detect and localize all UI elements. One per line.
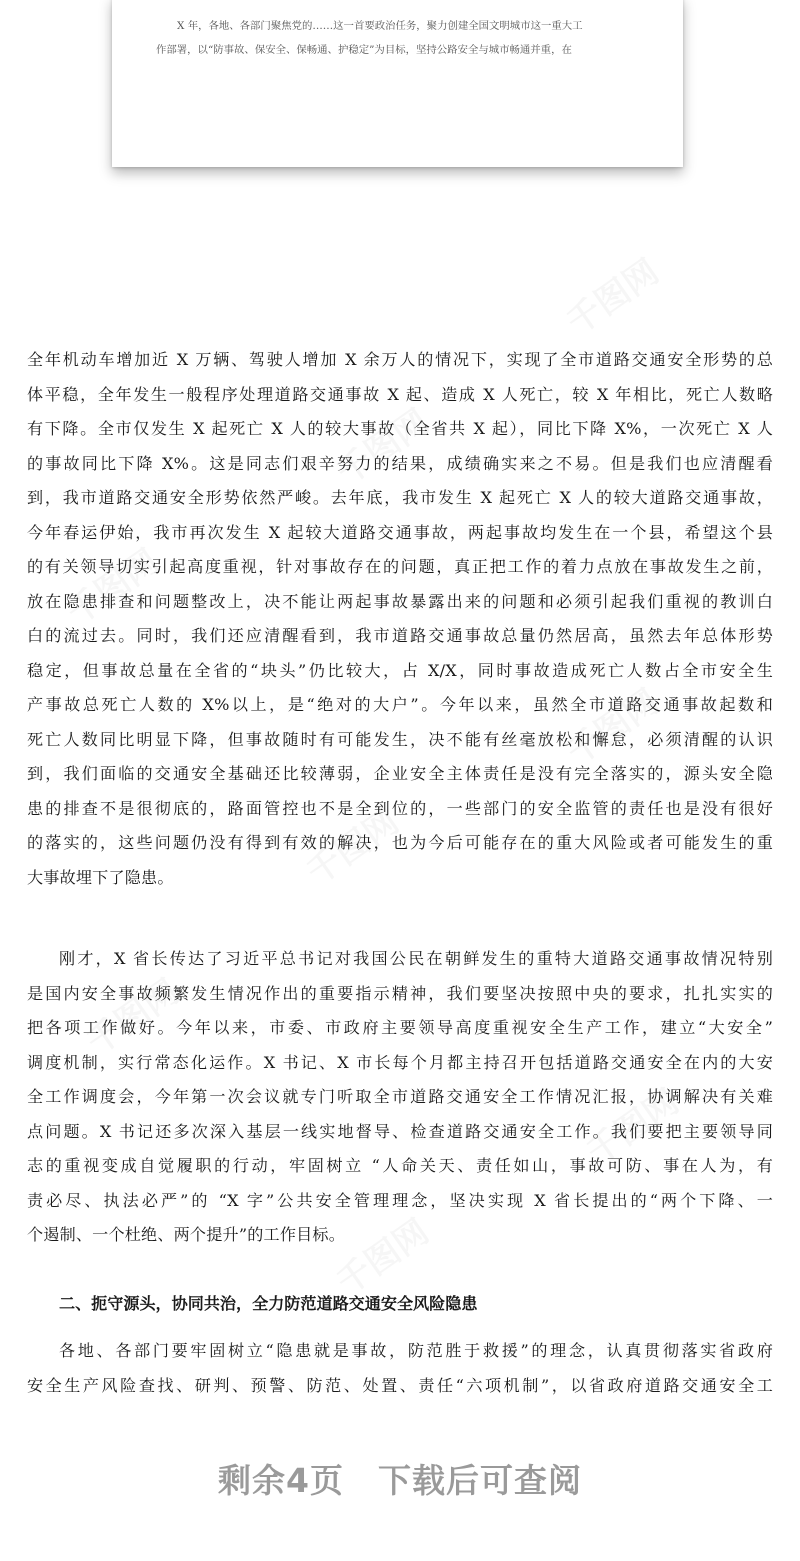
text-line: 是国内安全事故频繁发生情况作出的重要指示精神，我们要坚决按照中央的要求，扎扎实实的 [27, 983, 773, 1003]
text-line: 到，我们面临的交通安全基础还比较薄弱，企业安全主体责任是没有完全落实的，源头安全隐 [27, 764, 773, 783]
text-line: 的有关领导切实引起高度重视，针对事故存在的问题，真正把工作的着力点放在事故发生之前， [27, 557, 773, 576]
download-more-banner[interactable] [0, 1455, 800, 1502]
text-line: 全年机动车增加近 X 万辆、驾驶人增加 X 余万人的情况下，实现了全市道路交通安全形势的总 [27, 350, 773, 369]
text-line: 各地、各部门要牢固树立“隐患就是事故，防范胜于救援”的理念，认真贯彻落实省政府 [59, 1341, 773, 1360]
text-line: 白的流过去。同时，我们还应清醒看到，我市道路交通事故总量仍然居高，虽然去年总体形势 [27, 626, 773, 645]
preview-line-1: X 年，各地、各部门聚焦党的……这一首要政治任务，聚力创建全国文明城市这一重大工 [177, 20, 583, 32]
text-line: 的事故同比下降 X%。这是同志们艰辛努力的结果，成绩确实来之不易。但是我们也应清醒看 [27, 453, 773, 473]
text-line: 到，我市道路交通安全形势依然严峻。去年底，我市发生 X 起死亡 X 人的较大道路交通事故， [27, 488, 773, 507]
text-line: 全工作调度会，今年第一次会议就专门听取全市道路交通安全工作情况汇报，协调解决有关难 [27, 1087, 773, 1106]
section-heading-2: 二、扼守源头，协同共治，全力防范道路交通安全风险隐患 [59, 1294, 478, 1313]
text-line: 刚才，X 省长传达了习近平总书记对我国公民在朝鲜发生的重特大道路交通事故情况特别 [59, 949, 773, 968]
watermark-logo [555, 245, 667, 344]
download-to-view-text[interactable]: 下载后可查阅 [377, 1461, 582, 1500]
text-line: 放在隐患排查和问题整改上，决不能让两起事故暴露出来的问题和必须引起我们重视的教训白 [27, 591, 773, 611]
text-line: 安全生产风险查找、研判、预警、防范、处置、责任“六项机制”，以省政府道路交通安全工 [27, 1375, 773, 1395]
text-line: 稳定，但事故总量在全省的“块头”仍比较大，占 X/X，同时事故造成死亡人数占全市安全生 [27, 660, 773, 680]
preview-page-card [112, 0, 683, 167]
text-line: 个遏制、一个杜绝、两个提升”的工作目标。 [27, 1225, 346, 1244]
text-line: 死亡人数同比明显下降，但事故随时有可能发生，决不能有丝毫放松和懈怠，必须清醒的认识 [27, 729, 773, 749]
text-line: 点问题。X 书记还多次深入基层一线实地督导、检查道路交通安全工作。我们要把主要领导同 [27, 1121, 773, 1141]
text-line: 调度机制，实行常态化运作。X 书记、X 市长每个月都主持召开包括道路交通安全在内的大安 [27, 1052, 773, 1072]
text-line: 体平稳，全年发生一般程序处理道路交通事故 X 起、造成 X 人死亡，较 X 年相比，死亡人数略 [27, 384, 773, 404]
remaining-pages-text[interactable]: 剩余4页 [218, 1461, 344, 1500]
text-line: 责必尽、执法必严”的 “X 字”公共安全管理理念，坚决实现 X 省长提出的“两个下降、一 [27, 1190, 773, 1210]
text-line: 有下降。全市仅发生 X 起死亡 X 人的较大事故（全省共 X 起），同比下降 X%，一次死亡 X 人 [27, 419, 773, 438]
text-line: 把各项工作做好。今年以来，市委、市政府主要领导高度重视安全生产工作，建立“大安全” [27, 1018, 773, 1037]
body-paragraph-3 [27, 1334, 773, 1403]
body-paragraph-1 [27, 343, 773, 895]
text-line: 患的排查不是很彻底的，路面管控也不是全到位的，一些部门的安全监管的责任也是没有很好 [27, 798, 773, 818]
body-paragraph-2 [27, 942, 773, 1253]
preview-excerpt [156, 14, 646, 62]
text-line: 志的重视变成自觉履职的行动，牢固树立 “人命关天、责任如山，事故可防、事在人为，有 [27, 1156, 773, 1175]
preview-line-2: 作部署，以“防事故、保安全、保畅通、护稳定”为目标，坚持公路安全与城市畅通并重，在 [156, 44, 572, 56]
text-line: 产事故总死亡人数的 X%以上，是“绝对的大户”。今年以来，虽然全市道路交通事故起数和 [27, 695, 773, 714]
text-line: 今年春运伊始，我市再次发生 X 起较大道路交通事故，两起事故均发生在一个县，希望这个县 [27, 522, 773, 542]
text-line: 大事故埋下了隐患。 [27, 867, 174, 887]
text-line: 的落实的，这些问题仍没有得到有效的解决，也为今后可能存在的重大风险或者可能发生的重 [27, 833, 773, 852]
